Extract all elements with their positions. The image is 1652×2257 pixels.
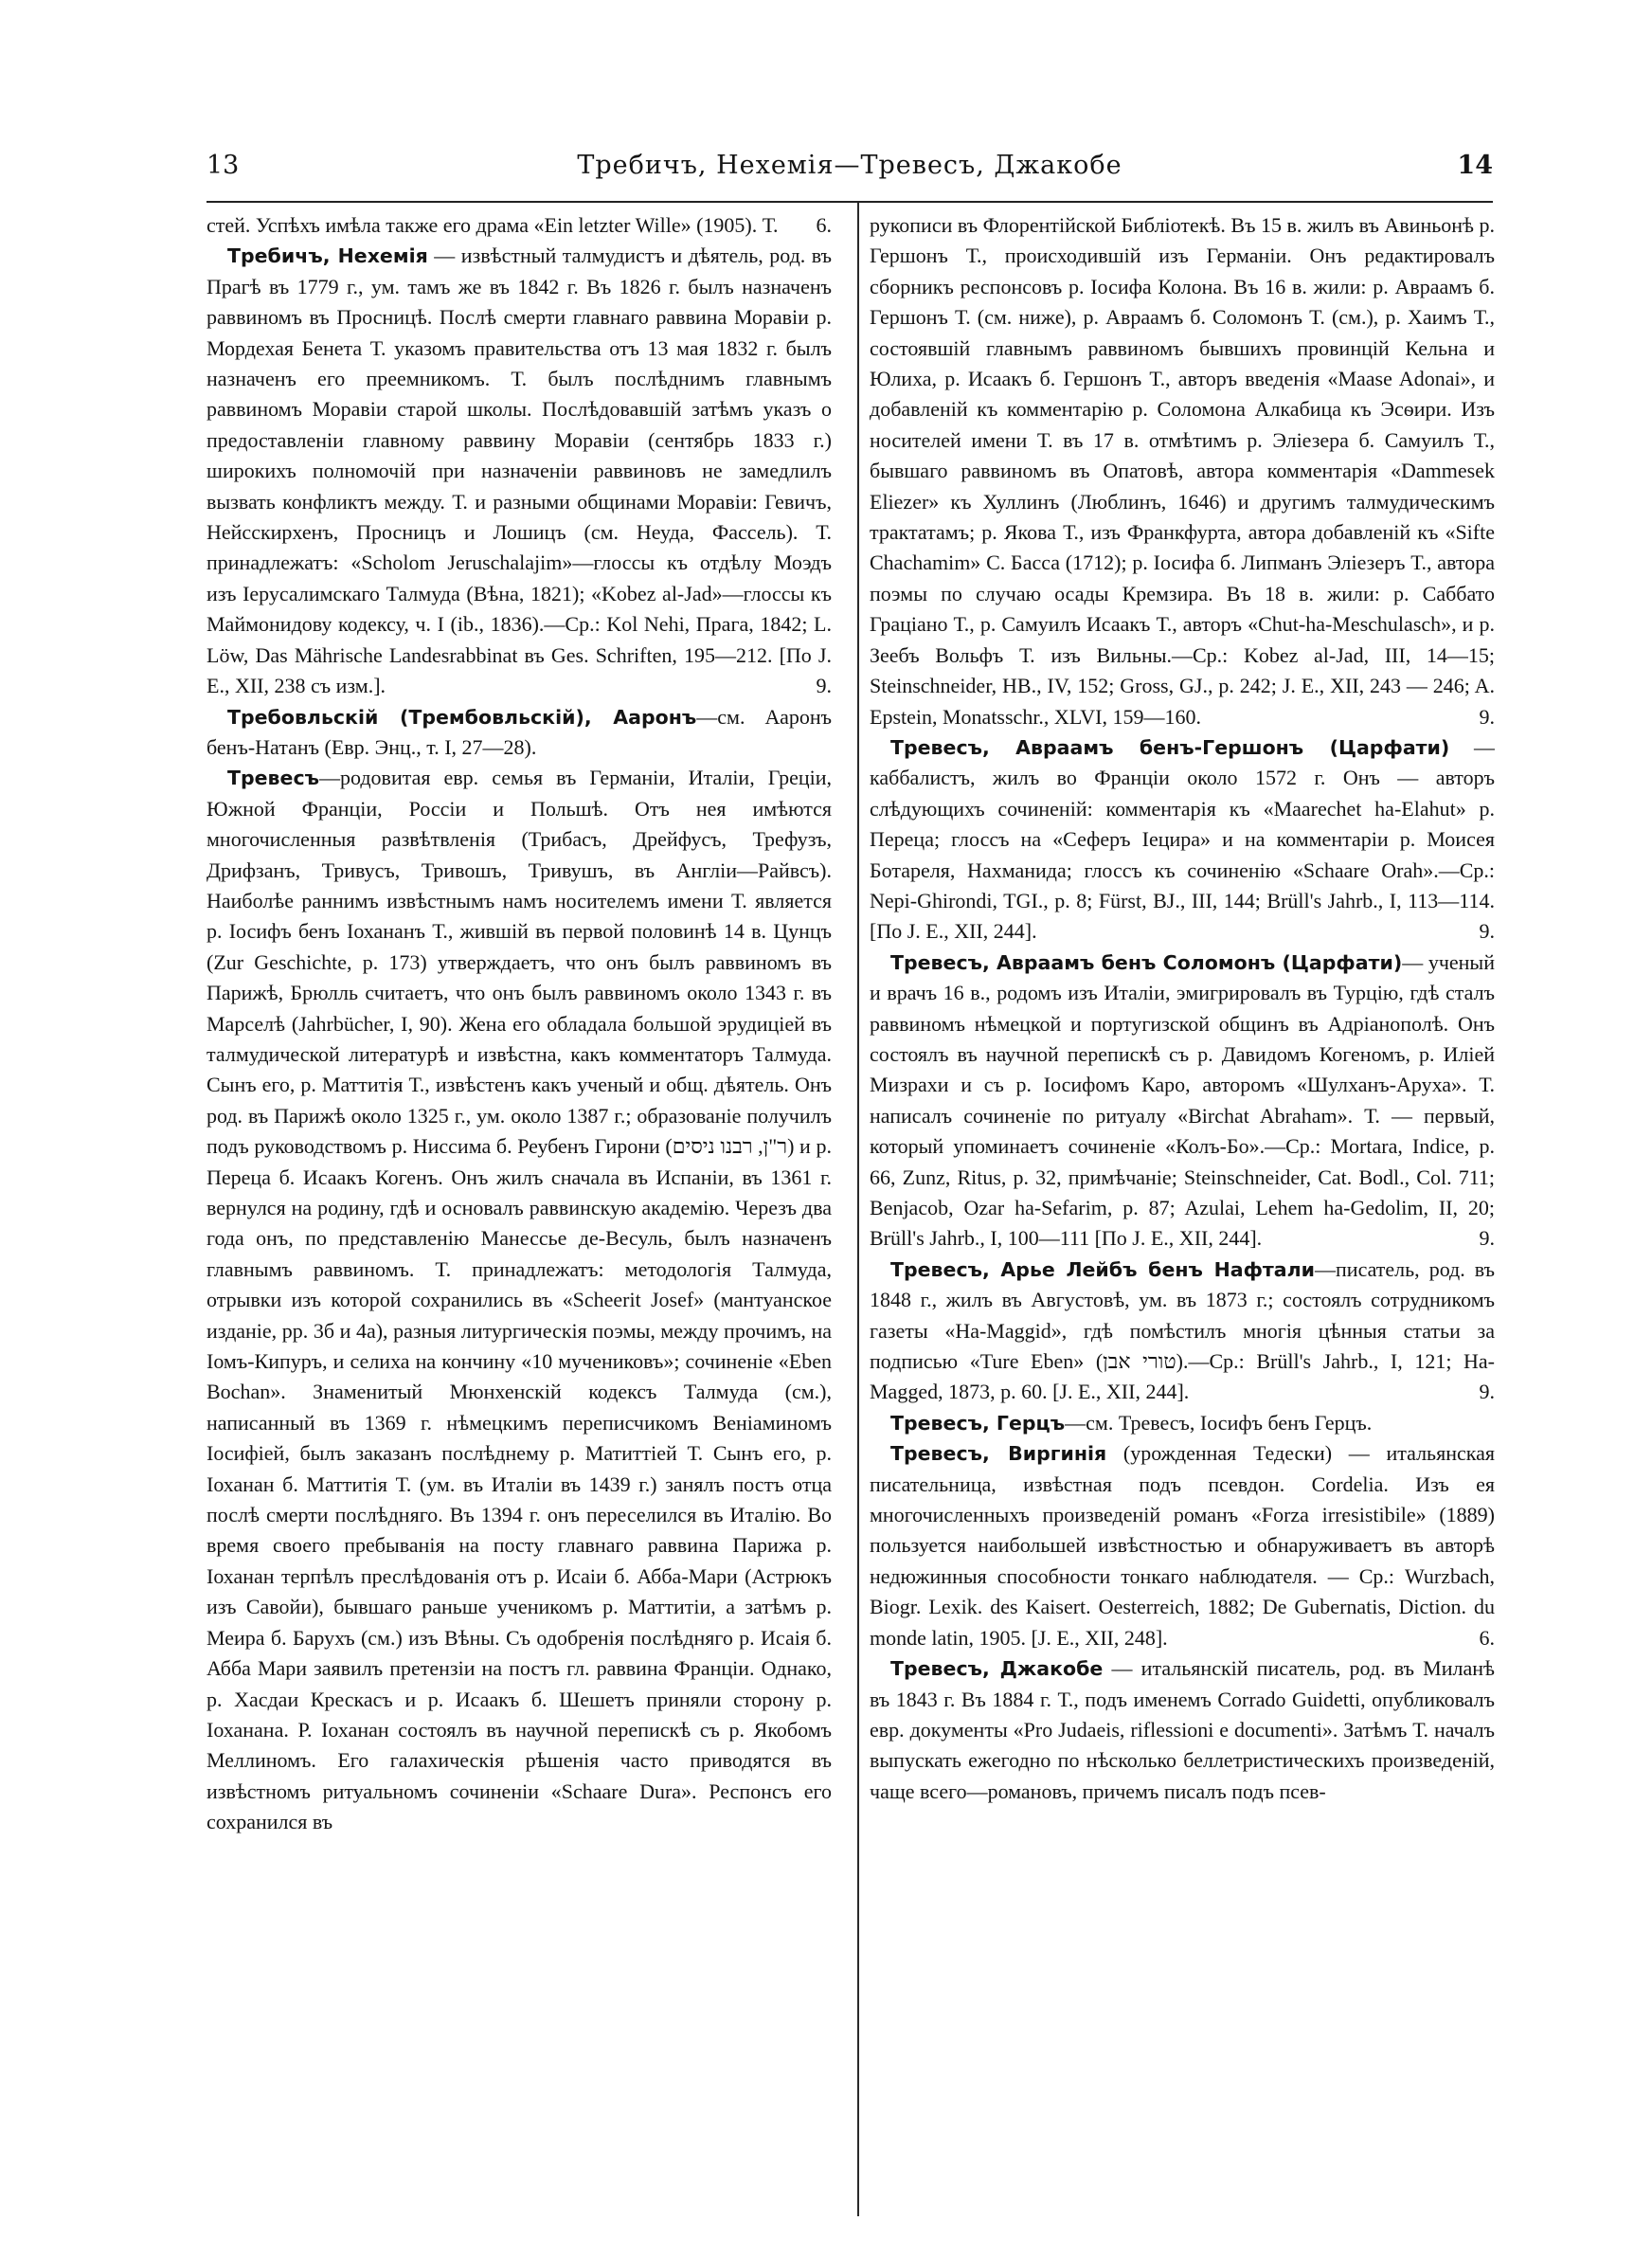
right-column: [870, 210, 1495, 2219]
entry-headword: Тревесъ: [227, 767, 319, 790]
entry-text: —см. Ааронъ бенъ-Натанъ (Евр. Энц., т. I, 27—28).: [206, 704, 832, 759]
entry-signature: 9.: [1479, 919, 1495, 944]
entry: [206, 702, 832, 764]
entry-headword: Тревесъ, Герцъ: [890, 1411, 1066, 1435]
entry-text: — итальянскій писатель, род. въ Миланѣ въ 1843 г. Въ 1884 г. Т., подъ именемъ Corrado Guidetti, опубликовалъ евр. документы «Pro Judaeis, riflessioni e documenti». Затѣмъ Т. началъ выпускать ежегодно по нѣсколько беллетристическихъ произведеній, чаще всего—романовъ, причемъ писалъ подъ псев-: [870, 1656, 1495, 1803]
entry-headword: Тревесъ, Виргинія: [890, 1442, 1107, 1466]
entry-text: — каббалистъ, жилъ во Франціи около 1572 г. Онъ — авторъ слѣдующихъ сочиненій: комментарія къ «Maarechet ha-Elahut» р. Переца; глоссъ на «Сеферъ Іецира» и на комментаріи р. Моисея Ботареля, Нахманида; глоссъ къ сочиненію «Schaare Orah».—Ср.: Nepi-Ghirondi, TGI., p. 8; Fürst, BJ., III, 144; Brüll's Jahrb., I, 113—114. [По J. E., XII, 244].: [870, 734, 1495, 944]
entry-signature: 9.: [1479, 1380, 1495, 1404]
entry: [870, 732, 1495, 948]
entry-text: —родовитая евр. семья въ Германіи, Италіи, Греціи, Южной Франціи, Россіи и Польшѣ. Отъ нея имѣются многочисленныя развѣтвленія (Трибасъ, Дрейфусъ, Трефузъ, Дрифзанъ, Тривусъ, Тривошъ, Тривушъ, въ Англіи—Райвсъ). Наиболѣе раннимъ извѣстнымъ намъ носителемъ имени Т. является р. Іосифъ бенъ Іохананъ Т., жившій въ первой половинѣ 14 в. Цунцъ (Zur Geschichte, p. 173) утверждаетъ, что онъ былъ раввиномъ въ Парижѣ, Брюлль считаетъ, что онъ былъ раввиномъ около 1343 г. въ Марселѣ (Jahrbücher, I, 90). Жена его обладала большой эрудиціей въ талмудической литературѣ и извѣстна, какъ комментаторъ Талмуда. Сынъ его, р. Маттитія Т., извѣстенъ какъ ученый и общ. дѣятель. Онъ род. въ Парижѣ около 1325 г., ум. около 1387 г.; образованіе получилъ подъ руководствомъ р. Ниссима б. Реубенъ Гирони (ר"ן, רבנו ניסים) и р. Переца б. Исаакъ Когенъ. Онъ жилъ сначала въ Испаніи, въ 1361 г. вернулся на родину, гдѣ и основалъ раввинскую академію. Черезъ два года онъ, по представленію Манессье де-Весуль, былъ назначенъ главнымъ раввиномъ. Т. принадлежатъ: методологія Талмуда, отрывки изъ которой сохранились въ «Scheerit Josef» (мантуанское изданіе, pp. 3б и 4а), разныя литургическія поэмы, между прочимъ, на Іомъ-Кипуръ, и селиха на кончину «10 мучениковъ»; сочиненіе «Eben Bochan». Знаменитый Мюнхенскій кодексъ Талмуда (см.), написанный въ 1369 г. нѣмецкимъ переписчикомъ Веніаминомъ Іосифіей, былъ заказанъ послѣднему р. Матиттіей Т. Сынъ его, р. Іоханан б. Маттитія Т. (ум. въ Италіи въ 1439 г.) занялъ постъ отца послѣ смерти послѣдняго. Въ 1394 г. онъ переселился въ Италію. Во время своего пребыванія на посту главнаго раввина Парижа р. Іоханан терпѣлъ преслѣдованія отъ р. Исаіи б. Абба-Мари (Астрюкъ изъ Савойи), бывшаго раньше ученикомъ р. Маттитіи, а затѣмъ р. Меира б. Барухъ (см.) изъ Вѣны. Съ одобренія послѣдняго р. Исаія б. Абба Мари заявилъ претензіи на постъ гл. раввина Франціи. Однако, р. Хасдаи Крескасъ и р. Исаакъ б. Шешетъ приняли сторону р. Іоханана. Р. Іоханан состоялъ въ научной перепискѣ съ р. Якобомъ Меллиномъ. Его галахическія рѣшенія часто приводятся въ извѣстномъ ритуальномъ сочиненіи «Schaare Dura». Респонсъ его сохранился въ: [206, 766, 832, 1834]
entry-headword: Тревесъ, Авраамъ бенъ-Гершонъ (Царфати): [890, 735, 1450, 759]
header-rule: [206, 201, 1493, 203]
entry: [870, 1408, 1495, 1438]
entry: [870, 1653, 1495, 1807]
running-title: Требичъ, Нехемія—Тревесъ, Джакобе: [577, 151, 1122, 180]
entry-headword: Тревесъ, Авраамъ бенъ Соломонъ (Царфати): [890, 950, 1403, 974]
entry-signature: 9.: [1479, 1226, 1495, 1251]
entry-headword: Требичъ, Нехемія: [227, 244, 428, 268]
page-number-right: 14: [1457, 151, 1493, 180]
entry-signature: 6.: [1479, 1625, 1495, 1650]
entry-signature: 9.: [1479, 704, 1495, 729]
page-number-left: 13: [206, 151, 240, 180]
entry-headword: Тревесъ, Джакобе: [890, 1657, 1104, 1681]
entry: [206, 241, 832, 701]
entry: [870, 948, 1495, 1255]
entry: [870, 1255, 1495, 1408]
entry-text: — ученый и врачъ 16 в., родомъ изъ Италіи, эмигрировалъ въ Турцію, гдѣ сталъ раввиномъ нѣмецкой и португизской общинъ въ Адріанополѣ. Онъ состоялъ въ научной перепискѣ съ р. Давидомъ Когеномъ, р. Иліей Мизрахи и съ р. Іосифомъ Каро, авторомъ «Шулханъ-Аруха». Т. написалъ сочиненіе по ритуалу «Birchat Abraham». Т. — первый, который упоминаетъ сочиненіе «Колъ-Бо».—Ср.: Mortara, Indice, p. 66, Zunz, Ritus, p. 32, примѣчаніе; Steinschneider, Cat. Bodl., Col. 711; Benjacob, Ozar ha-Sefarim, p. 87; Azulai, Lehem ha-Gedolim, II, 20; Brüll's Jahrb., I, 100—111 [По J. E., XII, 244].: [870, 949, 1495, 1251]
entry-text: стей. Успѣхъ имѣла также его драма «Ein letzter Wille» (1905). Т.: [206, 213, 779, 237]
entry-text: —см. Тревесъ, Іосифъ бенъ Герцъ.: [1065, 1410, 1373, 1435]
entry: [206, 763, 832, 1837]
entry-signature: 9.: [816, 674, 832, 698]
entry-headword: Тревесъ, Арье Лейбъ бенъ Нафтали: [890, 1257, 1316, 1281]
entry-continuation: [870, 210, 1495, 732]
entry-continuation: [206, 210, 832, 241]
entry-text: рукописи въ Флорентійской Библіотекѣ. Въ 15 в. жилъ въ Авиньонѣ р. Гершонъ Т., происходившій изъ Германіи. Онъ редактировалъ сборникъ респонсовъ р. Іосифа Колона. Въ 16 в. жили: р. Авраамъ б. Гершонъ Т. (см. ниже), р. Авраамъ б. Соломонъ Т. (см.), р. Хаимъ Т., состоявшій главнымъ раввиномъ бывшихъ провинцій Кельна и Юлиха, р. Исаакъ б. Гершонъ Т., авторъ введенія «Maase Adonai», и добавленій къ комментарію р. Соломона Алкабица къ Эсѳири. Изъ носителей имени Т. въ 17 в. отмѣтимъ р. Элiезера б. Самуилъ Т., бывшаго раввиномъ въ Опатовѣ, автора комментарія «Dammesek Eliezer» къ Хуллинъ (Люблинъ, 1646) и другимъ талмудическимъ трактатамъ; р. Якова Т., изъ Франкфурта, автора добавленій къ «Sifte Chachamim» С. Басса (1712); р. Іосифа б. Липманъ Элiезеръ Т., автора поэмы по случаю осады Кремзира. Въ 18 в. жили: р. Саббато Граціано Т., р. Самуилъ Исаакъ Т., авторъ «Chut-ha-Meschulasch», и р. Зеебъ Вольфъ Т. изъ Вильны.—Ср.: Kobez al-Jad, III, 14—15; Steinschneider, HB., IV, 152; Gross, GJ., p. 242; J. E., XII, 243 — 246; A. Epstein, Monatsschr., XLVI, 159—160.: [870, 213, 1495, 729]
entry-headword: Требовльскій (Трембовльскій), Ааронъ: [227, 705, 697, 729]
entry-text: —писатель, род. въ 1848 г., жилъ въ Августовѣ, ум. въ 1873 г.; состоялъ сотрудникомъ газеты «Ha-Maggid», гдѣ помѣстилъ многія цѣнныя статьи за подписью «Ture Eben» (טורי אבן).—Ср.: Brüll's Jahrb., I, 121; Ha-Magged, 1873, p. 60. [J. E., XII, 244].: [870, 1256, 1495, 1404]
left-column: [206, 210, 832, 2219]
column-divider: [857, 203, 859, 2216]
entry: [870, 1438, 1495, 1653]
entry-signature: 6.: [816, 213, 832, 237]
entry-text: — извѣстный талмудистъ и дѣятель, род. въ Прагѣ въ 1779 г., ум. тамъ же въ 1842 г. Въ 1826 г. былъ назначенъ раввиномъ въ Просницѣ. Послѣ смерти главнаго раввина Моравіи р. Мордехая Бенета Т. указомъ правительства отъ 13 мая 1832 г. былъ назначенъ его преемникомъ. Т. былъ послѣднимъ главнымъ раввиномъ Моравіи старой школы. Послѣдовавшій затѣмъ указъ о предоставленіи главному раввину Моравіи (сентябрь 1833 г.) широкихъ полномочій при назначеніи раввиновъ не замедлилъ вызвать конфликтъ между. Т. и разными общинами Моравіи: Гевичъ, Нейсскирхенъ, Просницъ и Лошицъ (см. Неуда, Фассель). Т. принадлежатъ: «Scholom Jeruschalajim»—глоссы къ отдѣлу Моэдъ изъ Іерусалимскаго Талмуда (Вѣна, 1821); «Kobez al-Jad»—глоссы къ Маймонидову кодексу, ч. I (ib., 1836).—Ср.: Kol Nehi, Прага, 1842; L. Löw, Das Mährische Landesrabbinat въ Ges. Schriften, 195—212. [По J. E., XII, 238 съ изм.].: [206, 244, 832, 698]
page-header: [206, 142, 1493, 190]
entry-text: (урожденная Тедески) — итальянская писательница, извѣстная подъ псевдон. Cordelia. Изъ ея многочисленныхъ произведеній романъ «Forza irresistibile» (1889) пользуется наибольшей извѣстностью и обнаруживаетъ въ авторѣ недюжинныя способности тонкаго наблюдателя. — Ср.: Wurzbach, Biogr. Lexik. des Kaisert. Oesterreich, 1882; De Gubernatis, Diction. du monde latin, 1905. [J. E., XII, 248].: [870, 1441, 1495, 1650]
